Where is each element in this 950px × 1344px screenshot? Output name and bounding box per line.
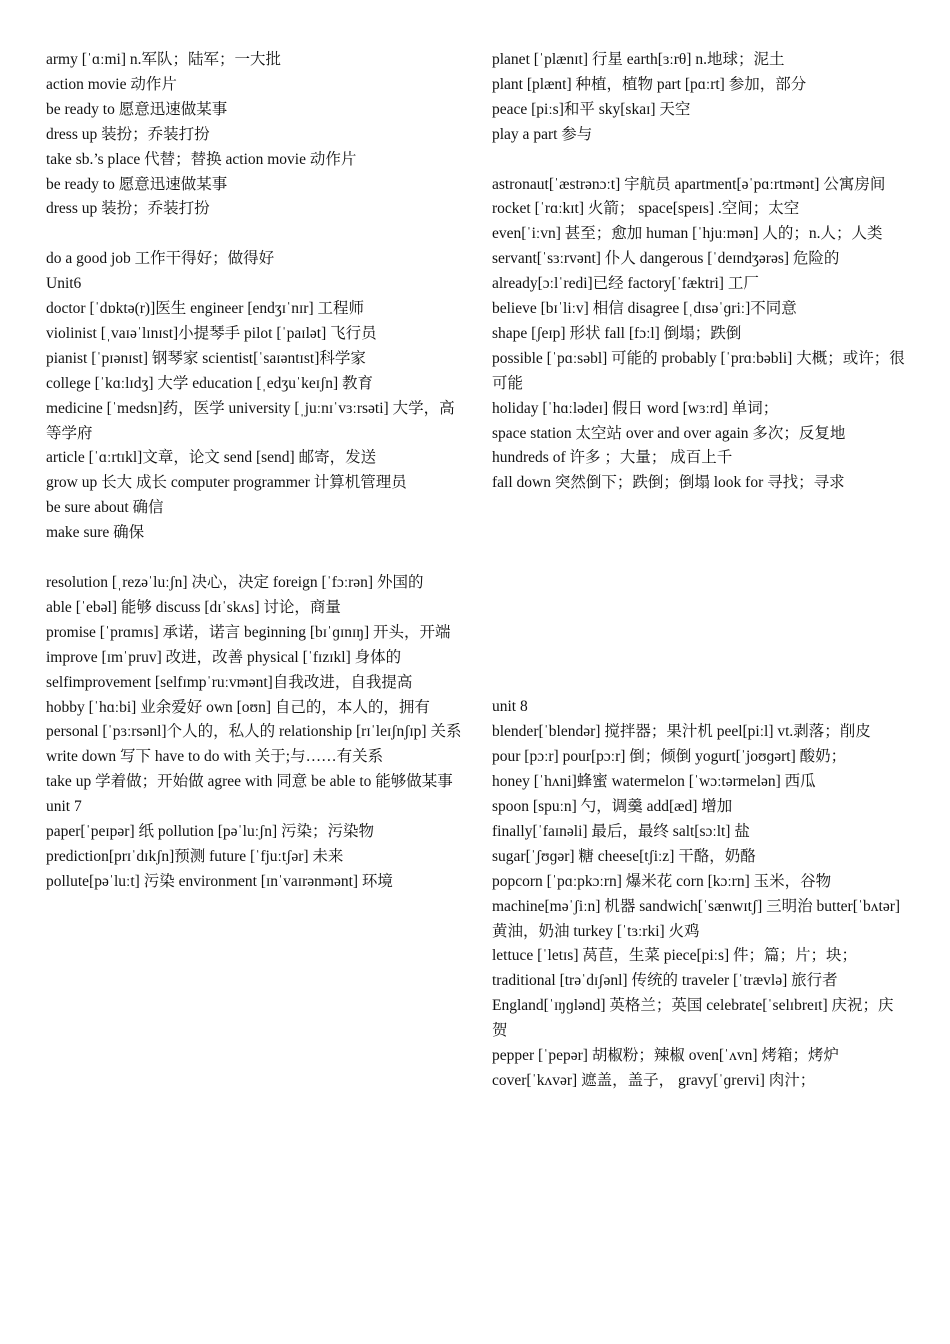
right-column [492, 48, 908, 1094]
vocab-line [492, 621, 908, 646]
vocab-line: spoon [spuːn] 勺，调羹 add[æd] 增加 [492, 798, 733, 816]
vocab-line: hundreds of 许多 ；大量； 成百上千 [492, 449, 733, 467]
vocab-line [492, 521, 908, 546]
vocab-line: fall down 突然倒下；跌倒；倒塌 look for 寻找；寻求 [492, 474, 845, 492]
vocab-line: selfimprovement [selfɪmpˈruːvmənt]自我改进，自我提高 [46, 673, 413, 691]
vocab-line: article [ˈɑːrtɪkl]文章，论文 send [send] 邮寄，发送 [46, 449, 377, 467]
vocab-line: be ready to 愿意迅速做某事 [46, 100, 228, 118]
vocab-line: be ready to 愿意迅速做某事 [46, 175, 228, 193]
vocab-line [492, 671, 908, 696]
vocab-line: cover[ˈkʌvər] 遮盖，盖子， gravy[ˈɡreɪvi] 肉汁； [492, 1072, 816, 1090]
vocab-line: be sure about 确信 [46, 499, 164, 517]
vocab-line [492, 148, 908, 173]
vocab-line: able [ˈebəl] 能够 discuss [dɪˈskʌs] 讨论，商量 [46, 598, 341, 616]
vocab-line: machine[məˈʃiːn] 机器 sandwich[ˈsænwɪtʃ] 三明治 butter[ˈbʌtər] 黄油，奶油 turkey [ˈtɜːrki] 火鸡 [492, 897, 901, 940]
vocab-line: peace [piːs]和平 sky[skaɪ] 天空 [492, 100, 691, 118]
vocab-line: dress up 装扮；乔装打扮 [46, 125, 210, 143]
vocab-line: believe [bɪˈliːv] 相信 disagree [ˌdɪsəˈɡriː]不同意 [492, 300, 797, 318]
vocab-line: even[ˈiːvn] 甚至；愈加 human [ˈhjuːmən] 人的；n.人；人类 [492, 225, 883, 243]
left-column [46, 48, 462, 895]
vocab-line: action movie 动作片 [46, 75, 177, 93]
vocab-line: honey [ˈhʌni]蜂蜜 watermelon [ˈwɔːtərmelən] 西瓜 [492, 773, 816, 791]
vocab-line: army [ˈɑːmi] n.军队；陆军；一大批 [46, 51, 281, 68]
vocab-line: play a part 参与 [492, 125, 593, 143]
vocab-line: pollute[pəˈluːt] 污染 environment [ɪnˈvaɪrənmənt] 环境 [46, 872, 393, 890]
vocab-line: take up 学着做；开始做 agree with 同意 be able to 能够做某事 [46, 773, 453, 791]
vocab-line: take sb.’s place 代替；替换 action movie 动作片 [46, 150, 357, 168]
vocab-line [492, 596, 908, 621]
vocab-line: servant[ˈsɜːrvənt] 仆人 dangerous [ˈdeɪndʒərəs] 危险的 [492, 250, 840, 268]
vocab-line: Unit6 [46, 275, 82, 293]
vocab-line: possible [ˈpɑːsəbl] 可能的 probably [ˈprɑːbəbli] 大概；或许；很可能 [492, 349, 905, 392]
vocab-line: shape [ʃeɪp] 形状 fall [fɔːl] 倒塌；跌倒 [492, 324, 742, 342]
vocab-line: blender[ˈblendər] 搅拌器；果汁机 peel[piːl] vt.剥落；削皮 [492, 723, 871, 741]
vocab-line: dress up 装扮；乔装打扮 [46, 200, 210, 218]
vocab-line: finally[ˈfaɪnəli] 最后，最终 salt[sɔːlt] 盐 [492, 822, 750, 840]
vocab-line: holiday [ˈhɑːlədeɪ] 假日 word [wɜːrd] 单词； [492, 399, 779, 417]
vocab-line [492, 571, 908, 596]
vocab-line: prediction[prɪˈdɪkʃn]预测 future [ˈfjuːtʃər] 未来 [46, 847, 344, 865]
vocab-line: pepper [ˈpepər] 胡椒粉；辣椒 oven[ˈʌvn] 烤箱；烤炉 [492, 1047, 839, 1065]
vocab-line: improve [ɪmˈpruv] 改进，改善 physical [ˈfɪzɪkl] 身体的 [46, 648, 402, 666]
vocab-line: lettuce [ˈletɪs] 莴苣，生菜 piece[piːs] 件；篇；片；块； [492, 947, 858, 965]
vocab-line: resolution [ˌrezəˈluːʃn] 决心，决定 foreign [ˈfɔːrən] 外国的 [46, 574, 424, 591]
vocab-line: personal [ˈpɜːrsənl]个人的，私人的 relationship [rɪˈleɪʃnʃɪp] 关系 [46, 723, 462, 741]
vocab-line: violinist [ˌvaɪəˈlɪnɪst]小提琴手 pilot [ˈpaɪlət] 飞行员 [46, 324, 377, 342]
vocab-line: popcorn [ˈpɑːpkɔːrn] 爆米花 corn [kɔːrn] 玉米，谷物 [492, 872, 832, 890]
vocab-line [492, 546, 908, 571]
vocab-line: promise [ˈprɑmɪs] 承诺，诺言 beginning [bɪˈɡɪnɪŋ] 开头，开端 [46, 623, 451, 641]
vocab-line: astronaut[ˈæstrənɔːt] 宇航员 apartment[əˈpɑːrtmənt] 公寓房间 [492, 175, 886, 193]
vocab-line: hobby [ˈhɑːbi] 业余爱好 own [oʊn] 自己的，本人的，拥有 [46, 698, 430, 716]
vocab-line: England[ˈɪŋɡlənd] 英格兰；英国 celebrate[ˈselɪbreɪt] 庆祝；庆贺 [492, 997, 894, 1040]
vocab-line: pianist [ˈpɪənɪst] 钢琴家 scientist[ˈsaɪəntɪst]科学家 [46, 349, 366, 367]
vocab-line: already[ɔːlˈredi]已经 factory[ˈfæktri] 工厂 [492, 275, 759, 293]
vocab-line: space station 太空站 over and over again 多次；反复地 [492, 424, 846, 442]
vocab-line: pour [pɔːr] pour[pɔːr] 倒；倾倒 yogurt[ˈjoʊɡərt] 酸奶； [492, 748, 847, 766]
vocab-line: unit 7 [46, 798, 82, 816]
vocab-line [492, 496, 908, 521]
vocab-line [46, 546, 462, 571]
vocab-line: write down 写下 have to do with 关于;与……有关系 [46, 748, 384, 766]
vocab-line: traditional [trəˈdɪʃənl] 传统的 traveler [ˈtrævlə] 旅行者 [492, 972, 838, 990]
vocab-line [46, 222, 462, 247]
vocab-line: planet [ˈplænɪt] 行星 earth[ɜːrθ] n.地球；泥土 [492, 51, 785, 68]
vocab-line: unit 8 [492, 698, 528, 716]
vocab-line: do a good job 工作干得好；做得好 [46, 250, 275, 268]
vocab-line: grow up 长大 成长 computer programmer 计算机管理员 [46, 474, 407, 492]
vocab-line: medicine [ˈmedsn]药，医学 university [ˌjuːnɪˈvɜːrsəti] 大学，高等学府 [46, 399, 455, 442]
vocab-line: rocket [ˈrɑːkɪt] 火箭； space[speɪs] .空间；太空 [492, 200, 800, 218]
vocab-line: paper[ˈpeɪpər] 纸 pollution [pəˈluːʃn] 污染；污染物 [46, 823, 374, 841]
vocab-line: sugar[ˈʃʊɡər] 糖 cheese[tʃiːz] 干酪，奶酪 [492, 847, 756, 865]
vocab-line: make sure 确保 [46, 524, 145, 542]
vocab-line: college [ˈkɑːlɪdʒ] 大学 education [ˌedʒuˈkeɪʃn] 教育 [46, 374, 374, 392]
vocab-line [492, 646, 908, 671]
vocab-line: plant [plænt] 种植，植物 part [pɑːrt] 参加，部分 [492, 75, 807, 93]
vocab-line: doctor [ˈdɒktə(r)]医生 engineer [endʒɪˈnɪr] 工程师 [46, 300, 364, 318]
